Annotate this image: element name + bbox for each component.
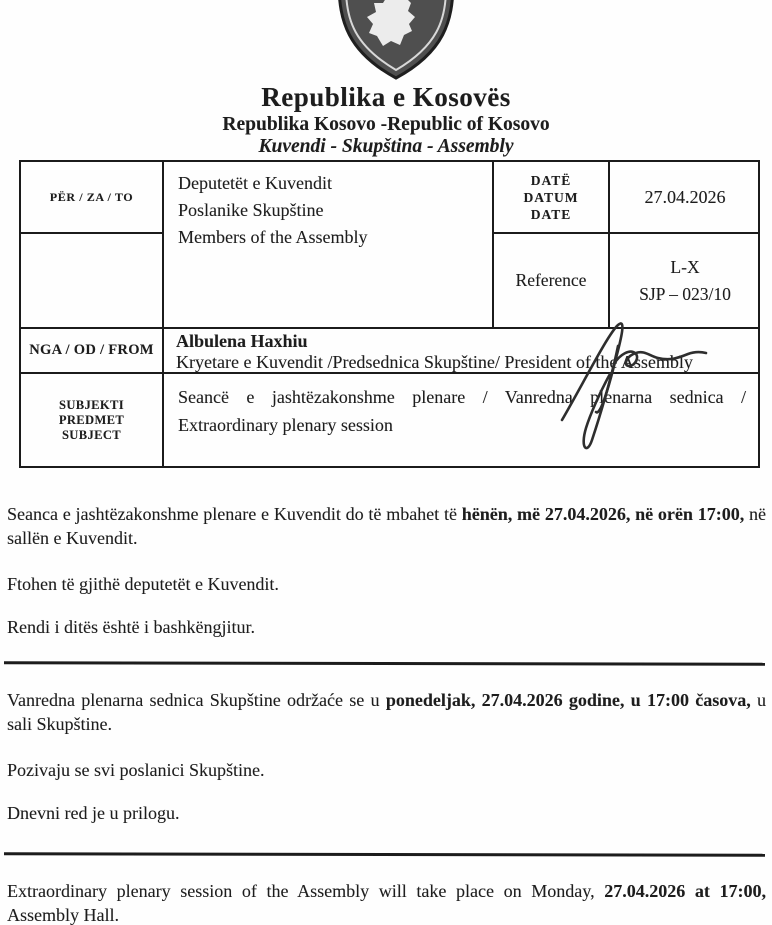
to-line-english: Members of the Assembly <box>178 227 368 247</box>
date-label <box>494 162 610 234</box>
section-divider-line <box>4 852 765 857</box>
date-value: 27.04.2026 <box>610 162 760 234</box>
section-divider-line <box>4 661 765 666</box>
to-value <box>164 162 494 329</box>
paragraph-albanian-invite: Ftohen të gjithë deputetët e Kuvendit. <box>7 574 279 594</box>
to-line-albanian: Deputetët e Kuvendit <box>178 173 332 193</box>
english-session-post: Assembly Hall. <box>7 905 119 925</box>
memo-body <box>7 502 766 925</box>
signature-scribble <box>556 316 756 454</box>
title-assembly-multilingual: Kuvendi - Skupština - Assembly <box>258 136 514 157</box>
paragraph-albanian-agenda: Rendi i ditës është i bashkëngjitur. <box>7 617 255 637</box>
subject-label-albanian: SUBJEKTI <box>58 397 125 412</box>
title-republic-albanian: Republika e Kosovës <box>261 82 511 112</box>
albanian-session-pre: Seanca e jashtëzakonshme plenare e Kuvendit do të mbahet të <box>7 504 462 524</box>
to-line-serbian: Poslanike Skupštine <box>178 200 324 220</box>
subject-label <box>21 374 164 466</box>
reference-label: Reference <box>494 234 610 329</box>
english-session-pre: Extraordinary plenary session of the Assembly will take place on Monday, <box>7 881 605 901</box>
date-label-albanian: DATË <box>530 172 572 188</box>
from-name: Albulena Haxhiu <box>176 331 308 351</box>
serbian-session-post: u sali Skupštine. <box>7 690 767 734</box>
paragraph-english-session <box>7 879 766 925</box>
to-empty-cell <box>21 234 164 329</box>
paragraph-serbian-agenda: Dnevni red je u prilogu. <box>7 803 180 823</box>
subject-label-serbian: PREDMET <box>58 412 125 427</box>
serbian-session-pre: Vanredna plenarna sednica Skupštine održaće se u <box>7 690 386 710</box>
title-republic-multilingual: Republika Kosovo -Republic of Kosovo <box>222 114 550 135</box>
date-label-english: DATE <box>530 206 572 222</box>
reference-line-2: SJP – 023/10 <box>639 283 731 304</box>
date-label-serbian: DATUM <box>523 189 579 205</box>
serbian-session-datetime: ponedeljak, 27.04.2026 godine, u 17:00 časova, <box>385 690 751 710</box>
english-session-datetime: 27.04.2026 at 17:00, <box>604 881 766 901</box>
paragraph-serbian-session <box>7 688 766 736</box>
kosovo-coat-of-arms-icon <box>331 0 461 82</box>
subject-value: Seancë e jashtëzakonshme plenare / Vanredna plenarna sednica / Extraordinary plenary session <box>178 387 746 435</box>
paragraph-serbian-invite: Pozivaju se svi poslanici Skupštine. <box>7 760 265 780</box>
albanian-session-post: në sallën e Kuvendit. <box>7 504 766 548</box>
reference-line-1: L-X <box>670 256 700 277</box>
to-label: PËR / ZA / TO <box>21 162 164 234</box>
reference-value <box>610 234 760 329</box>
subject-label-english: SUBJECT <box>61 427 122 442</box>
from-label: NGA / OD / FROM <box>21 329 164 374</box>
from-title: Kryetare e Kuvendit /Predsednica Skupštine/ President of the Assembly <box>176 352 693 372</box>
paragraph-albanian-session <box>7 502 766 550</box>
albanian-session-datetime: hënën, më 27.04.2026, në orën 17:00, <box>461 504 745 524</box>
